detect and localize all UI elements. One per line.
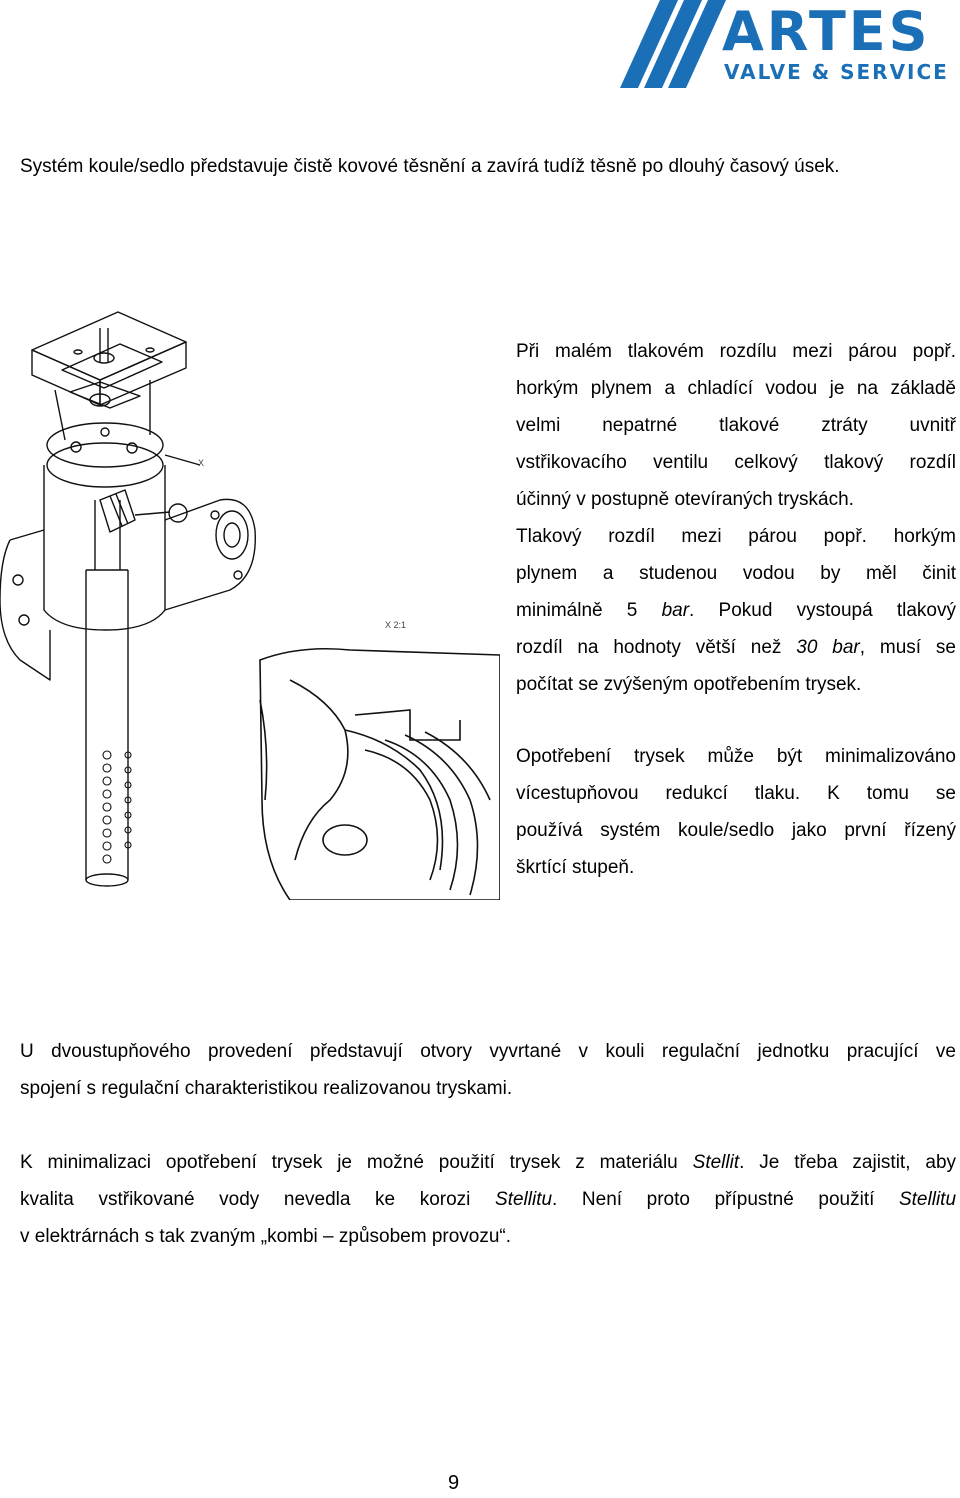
intro-paragraph: Systém koule/sedlo představuje čistě kovové těsnění a zavírá tudíž těsně po dlouhý časový úsek. (20, 156, 840, 177)
side2-line-1: Opotřebení trysek může být minimalizováno (516, 746, 956, 767)
para4-line-1: K minimalizaci opotřebení trysek je možné použití trysek z materiálu Stellit. Je třeba zajistit, aby (20, 1152, 957, 1173)
artes-logo (620, 0, 960, 90)
side-paragraph-1 (516, 333, 956, 703)
valve-technical-drawing (0, 300, 500, 900)
para3-line-1: U dvoustupňového provedení představují otvory vyvrtané v kouli regulační jednotku pracující ve (20, 1041, 956, 1062)
side1-line-8: minimálně 5 bar. Pokud vystoupá tlakový (516, 600, 957, 621)
side1-line-1: Při malém tlakovém rozdílu mezi párou popř. (516, 341, 956, 362)
side1-line-4: vstřikovacího ventilu celkový tlakový rozdíl (516, 452, 956, 473)
figure-label-x: X (198, 458, 205, 468)
figure-label-scale: X 2:1 (385, 620, 407, 630)
side1-line-9: rozdíl na hodnoty větší než 30 bar, musí se (516, 637, 956, 658)
page-number: 9 (448, 1472, 460, 1494)
side-paragraph-2 (516, 738, 956, 886)
para3-line-2: spojení s regulační charakteristikou realizovanou tryskami. (20, 1078, 513, 1099)
side1-line-7: plynem a studenou vodou by měl činit (516, 563, 956, 584)
side1-line-6: Tlakový rozdíl mezi párou popř. horkým (516, 526, 956, 547)
logo-subtitle: VALVE & SERVICE (724, 60, 949, 84)
side1-line-2: horkým plynem a chladící vodou je na základě (516, 378, 956, 399)
side2-line-4: škrtící stupeň. (516, 857, 635, 878)
logo-title: ARTES (722, 0, 931, 63)
paragraph-two-stage (20, 1033, 956, 1107)
side2-line-2: vícestupňovou redukcí tlaku. K tomu se (516, 783, 956, 804)
side1-line-10: počítat se zvýšeným opotřebením trysek. (516, 674, 862, 695)
para4-line-3: v elektrárnách s tak zvaným „kombi – způsobem provozu“. (20, 1226, 512, 1247)
para4-line-2: kvalita vstřikované vody nevedla ke korozi Stellitu. Není proto přípustné použití Stellitu (20, 1189, 957, 1210)
paragraph-stellit (20, 1144, 956, 1255)
side1-line-3: velmi nepatrné tlakové ztráty uvnitř (516, 415, 956, 436)
side2-line-3: používá systém koule/sedlo jako první řízený (516, 820, 956, 841)
side1-line-5: účinný v postupně otevíraných tryskách. (516, 489, 854, 510)
logo-stripes-icon (620, 0, 730, 90)
